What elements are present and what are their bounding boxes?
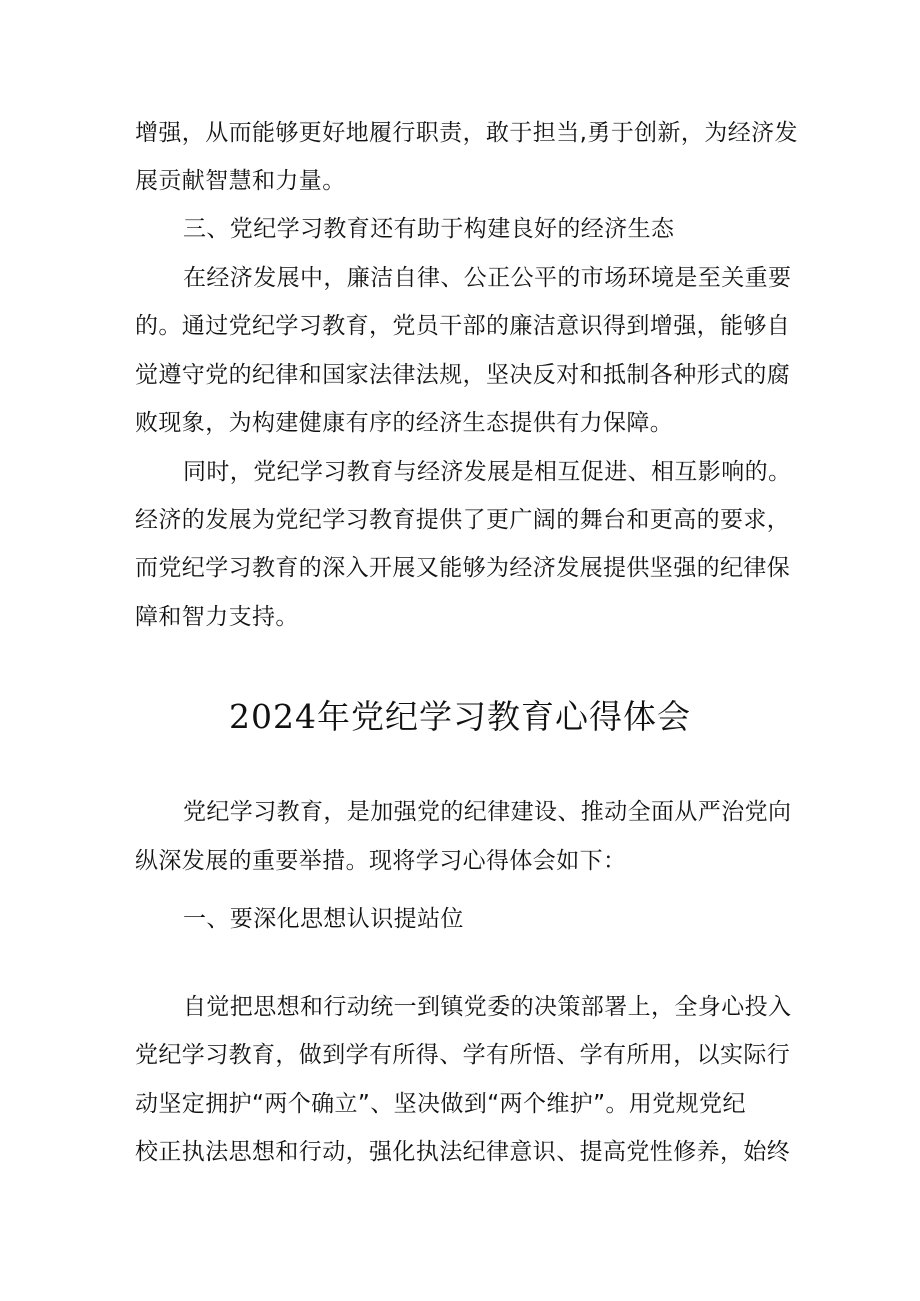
body-line: 纵深发展的重要举措。现将学习心得体会如下：	[135, 848, 627, 874]
body-line: 经济的发展为党纪学习教育提供了更广阔的舞台和更高的要求，	[135, 507, 791, 533]
body-line: 在经济发展中，廉洁自律、公正公平的市场环境是至关重要	[183, 265, 792, 291]
body-line: 校正执法思想和行动，强化执法纪律意识、提高党性修养，始终	[135, 1139, 791, 1165]
body-line: 动坚定拥护“两个确立”、坚决做到“两个维护”。用党规党纪	[135, 1091, 746, 1117]
body-line: 觉遵守党的纪律和国家法律法规，坚决反对和抵制各种形式的腐	[135, 362, 791, 388]
body-line: 党纪学习教育，是加强党的纪律建设、推动全面从严治党向	[183, 799, 792, 825]
body-line: 增强，从而能够更好地履行职责，敢于担当,勇于创新，为经济发	[135, 120, 798, 146]
body-line: 的。通过党纪学习教育，党员干部的廉洁意识得到增强，能够自	[135, 313, 791, 339]
body-line: 障和智力支持。	[135, 604, 299, 630]
body-line: 党纪学习教育，做到学有所得、学有所悟、学有所用，以实际行	[135, 1042, 791, 1068]
section-heading-one: 一、要深化思想认识提站位	[183, 906, 464, 932]
body-line: 同时，党纪学习教育与经济发展是相互促进、相互影响的。	[183, 459, 792, 485]
body-line: 败现象，为构建健康有序的经济生态提供有力保障。	[135, 410, 674, 436]
document-title: 2024年党纪学习教育心得体会	[229, 697, 691, 736]
body-line: 而党纪学习教育的深入开展又能够为经济发展提供坚强的纪律保	[135, 555, 791, 581]
body-line: 展贡献智慧和力量。	[135, 168, 346, 194]
body-line: 自觉把思想和行动统一到镇党委的决策部署上，全身心投入	[183, 994, 792, 1020]
section-heading-three: 三、党纪学习教育还有助于构建良好的经济生态	[183, 216, 675, 242]
